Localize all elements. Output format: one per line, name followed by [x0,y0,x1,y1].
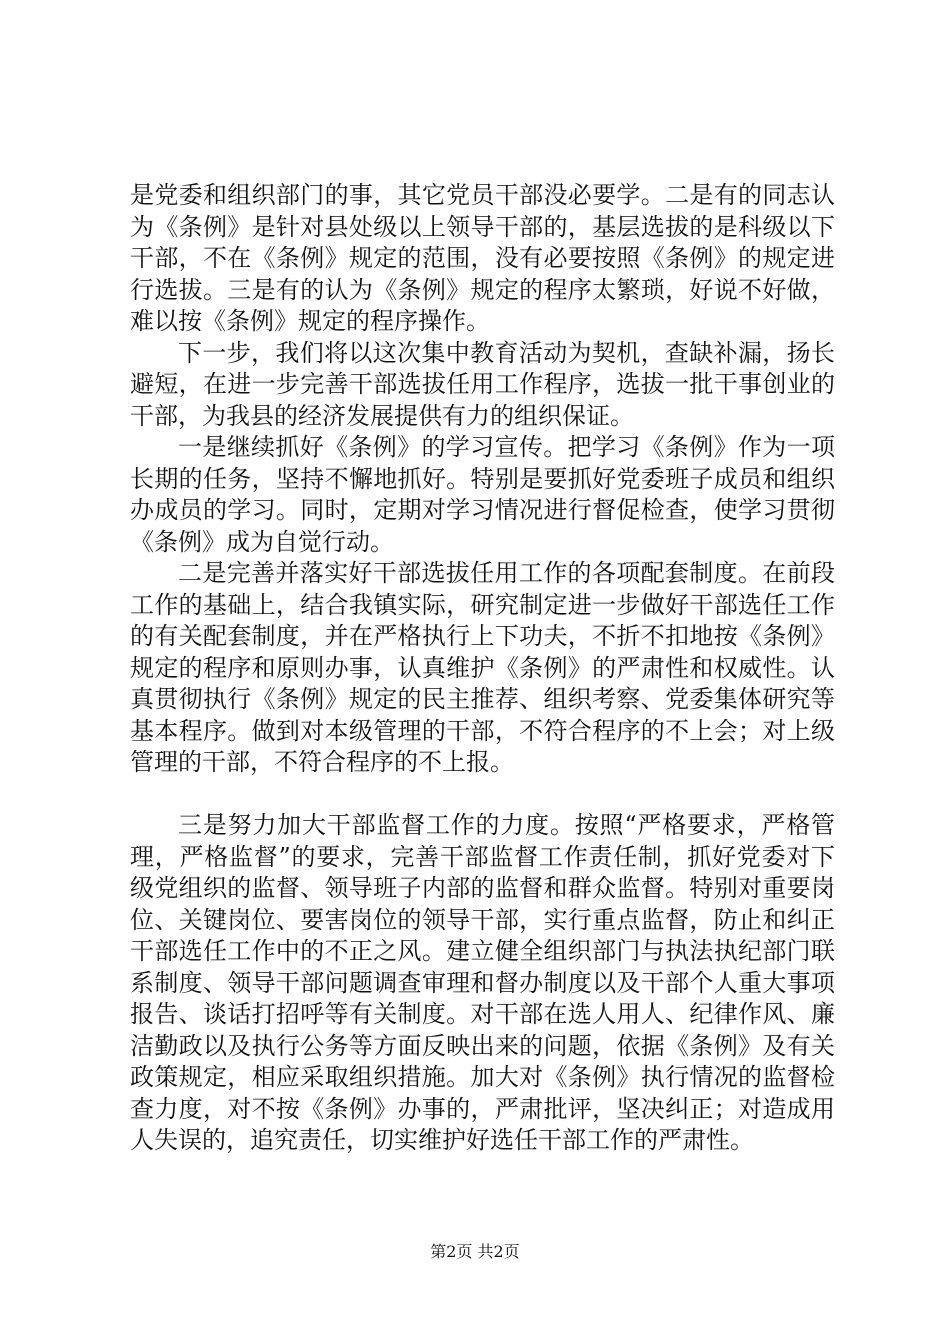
paragraph-continuation: 是党委和组织部门的事，其它党员干部没必要学。二是有的同志认为《条例》是针对县处级以上领导干部的，基层选拔的是科级以下干部，不在《条例》规定的范围，没有必要按照《条例》的规定进行选拔。三是有的认为《条例》规定的程序太繁琐，好说不好做，难以按《条例》规定的程序操作。 [130,181,835,335]
paragraph-spacer [130,779,835,811]
page-footer: 第2页 共2页 [430,1242,520,1261]
paragraph-point-two: 二是完善并落实好干部选拔任用工作的各项配套制度。在前段工作的基础上，结合我镇实际，研究制定进一步做好干部选任工作的有关配套制度，并在严格执行上下功夫，不折不扣地按《条例》规定的程序和原则办事，认真维护《条例》的严肃性和权威性。认真贯彻执行《条例》规定的民主推荐、组织考察、党委集体研究等基本程序。做到对本级管理的干部，不符合程序的不上会；对上级管理的干部，不符合程序的不上报。 [130,559,835,776]
paragraph-point-one: 一是继续抓好《条例》的学习宣传。把学习《条例》作为一项长期的任务，坚持不懈地抓好。特别是要抓好党委班子成员和组织办成员的学习。同时，定期对学习情况进行督促检查，使学习贯彻《条例》成为自觉行动。 [130,433,835,556]
paragraph-next-steps: 下一步，我们将以这次集中教育活动为契机，查缺补漏，扬长避短，在进一步完善干部选拔任用工作程序，选拔一批干事创业的干部，为我县的经济发展提供有力的组织保证。 [130,338,835,430]
paragraph-point-three: 三是努力加大干部监督工作的力度。按照“严格要求，严格管理，严格监督”的要求，完善干部监督工作责任制，抓好党委对下级党组织的监督、领导班子内部的监督和群众监督。特别对重要岗位、关键岗位、要害岗位的领导干部，实行重点监督，防止和纠正干部选任工作中的不正之风。建立健全组织部门与执法执纪部门联系制度、领导干部问题调查审理和督办制度以及干部个人重大事项报告、谈话打招呼等有关制度。对干部在选人用人、纪律作风、廉洁勤政以及执行公务等方面反映出来的问题，依据《条例》及有关政策规定，相应采取组织措施。加大对《条例》执行情况的监督检查力度，对不按《条例》办事的，严肃批评，坚决纠正；对造成用人失误的，追究责任，切实维护好选任干部工作的严肃性。 [130,811,835,1154]
document-body [130,180,835,1157]
